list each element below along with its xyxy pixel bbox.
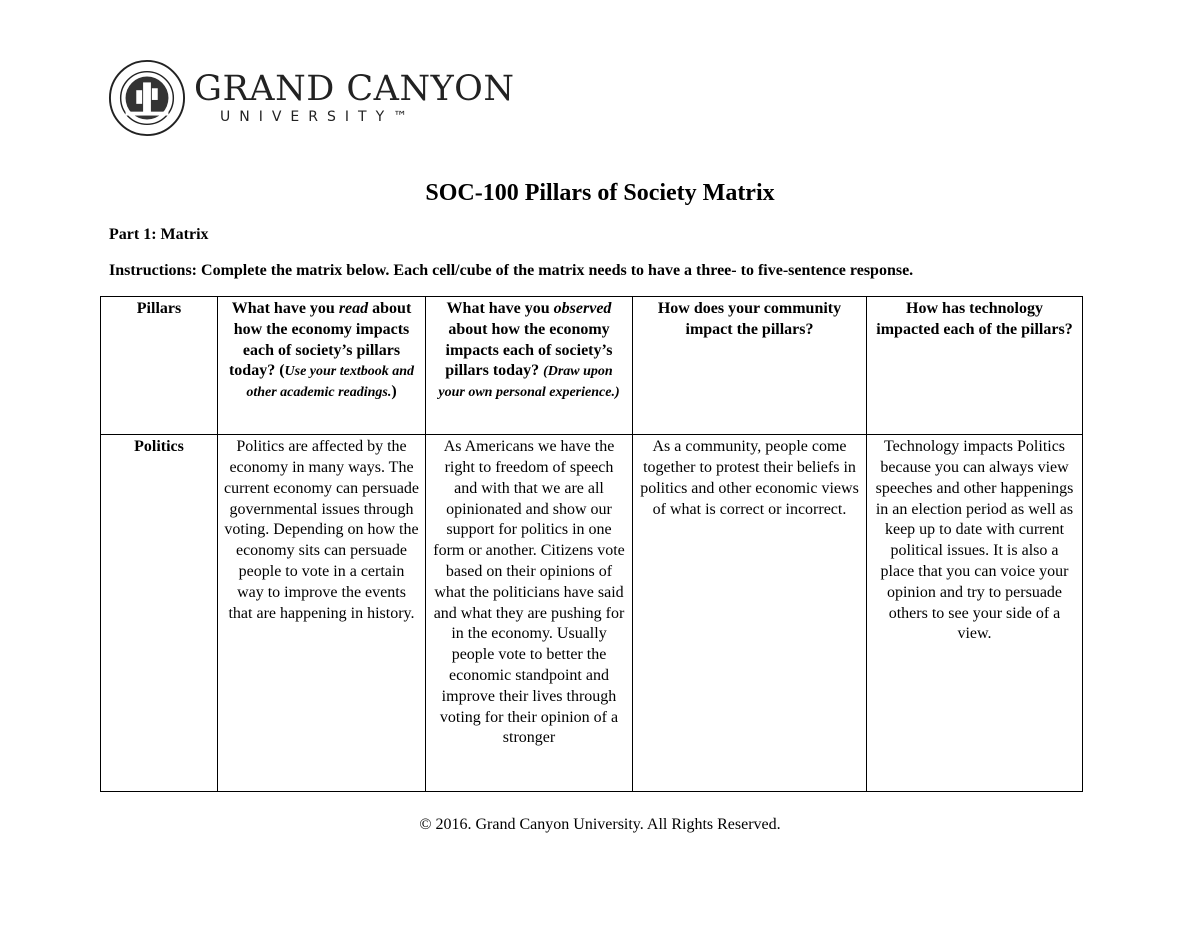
document-title: SOC-100 Pillars of Society Matrix: [425, 180, 775, 206]
cell-community: As a community, people come together to protest their beliefs in politics and other economic views of what is correct or incorrect.: [633, 435, 867, 792]
brand-name: GRAND CANYON: [194, 69, 515, 109]
copyright-footer: © 2016. Grand Canyon University. All Rights Reserved.: [419, 816, 781, 833]
header-community: How does your community impact the pillars?: [633, 297, 867, 435]
header-pillars: Pillars: [101, 297, 218, 435]
cell-technology: Technology impacts Politics because you can always view speeches and other happenings in an election period as well as keep up to date with current political issues. It is also a place that you can voice your opinion and try to persuade others to see your side of a view.: [867, 435, 1083, 792]
header-read: What have you read about how the economy impacts each of society’s pillars today? (Use your textbook and other academic readings.): [218, 297, 426, 435]
cell-observed: As Americans we have the right to freedom of speech and with that we are all opinionated and show our support for politics in one form or another. Citizens vote based on their opinions of what the politicians have said and what they are pushing for in the economy. Usually people vote to better the economic standpoint and improve their lives through voting for their opinion of a stronger: [426, 435, 633, 792]
cell-read: Politics are affected by the economy in many ways. The current economy can persuade governmental issues through voting. Depending on how the economy sits can persuade people to vote in a certain way to improve the events that are happening in history.: [218, 435, 426, 792]
pillars-matrix-table: [100, 296, 1083, 792]
brand-subtitle: UNIVERSITY™: [220, 109, 417, 125]
instructions: Instructions: Complete the matrix below. Each cell/cube of the matrix needs to have a three- to five-sentence response.: [109, 262, 914, 279]
university-seal-icon: [108, 59, 186, 137]
header-observed: What have you observed about how the economy impacts each of society’s pillars today? (Draw upon your own personal experience.): [426, 297, 633, 435]
table-header-row: [101, 297, 1083, 435]
header-technology: How has technology impacted each of the pillars?: [867, 297, 1083, 435]
header-observed-note: (Draw upon your own personal experience.): [438, 364, 620, 401]
table-row: [101, 435, 1083, 792]
part-heading: Part 1: Matrix: [109, 226, 209, 243]
pillar-name: Politics: [101, 435, 218, 792]
header-read-note: Use your textbook and other academic readings.: [246, 364, 415, 401]
university-logo: [108, 56, 515, 140]
